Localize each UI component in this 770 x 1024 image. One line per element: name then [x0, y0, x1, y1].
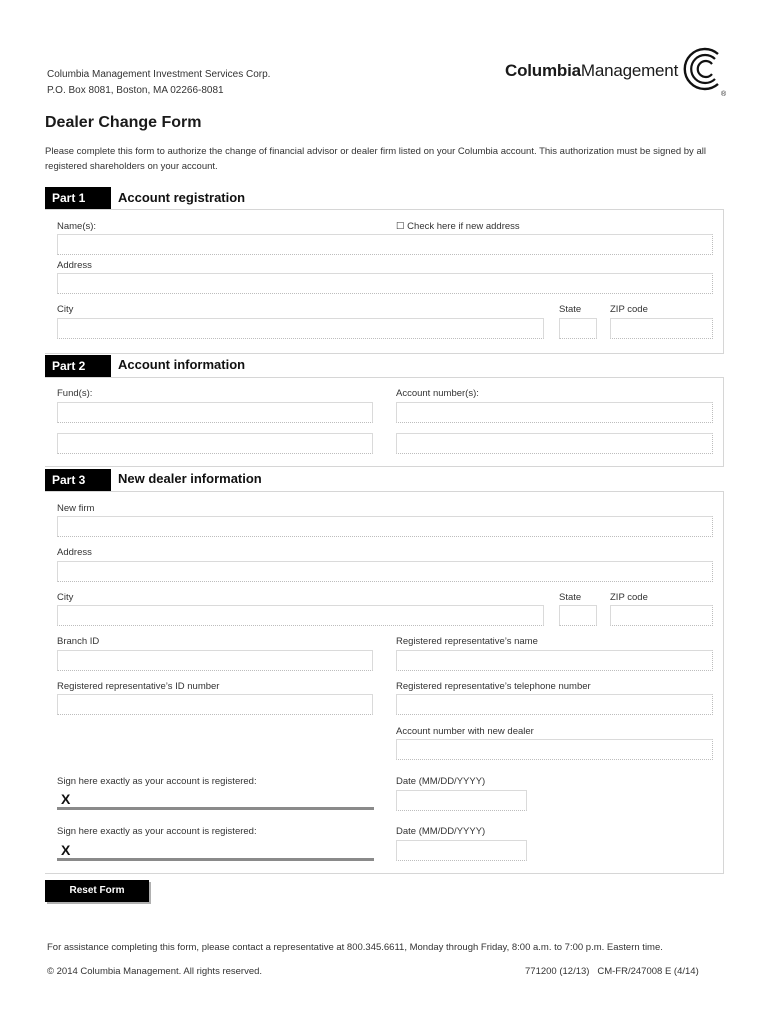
date-field-2[interactable] — [396, 840, 527, 861]
zip-label: ZIP code — [610, 304, 648, 315]
logo-bold-text: Columbia — [505, 61, 581, 80]
signature-field-2[interactable] — [57, 840, 374, 861]
new-address-checkbox[interactable]: ☐ — [396, 221, 405, 232]
dealer-city-label: City — [57, 592, 74, 603]
date-label-1: Date (MM/DD/YYYY) — [396, 776, 486, 787]
new-firm-field[interactable] — [57, 516, 713, 537]
copyright-text: © 2014 Columbia Management. All rights reserved. — [47, 966, 263, 977]
part1-title: Account registration — [118, 190, 246, 205]
fund-field-2[interactable] — [57, 433, 373, 454]
rep-name-label: Registered representative’s name — [396, 636, 538, 647]
zip-field[interactable] — [610, 318, 713, 339]
columbia-logo-wordmark — [505, 61, 678, 81]
new-firm-label: New firm — [57, 503, 95, 514]
branch-id-field[interactable] — [57, 650, 373, 671]
dealer-address-field[interactable] — [57, 561, 713, 582]
signature-x-mark-1: X — [61, 791, 71, 807]
signature-x-mark-2: X — [61, 842, 71, 858]
date-field-1[interactable] — [396, 790, 527, 811]
part3-tag: Part 3 — [45, 469, 111, 491]
registered-mark: ® — [721, 91, 727, 98]
names-label: Name(s): — [57, 221, 97, 232]
city-field[interactable] — [57, 318, 544, 339]
rep-id-label: Registered representative’s ID number — [57, 681, 220, 692]
rep-name-field[interactable] — [396, 650, 713, 671]
address-field[interactable] — [57, 273, 713, 294]
company-name: Columbia Management Investment Services Corp. — [47, 69, 271, 80]
account-number-field-1[interactable] — [396, 402, 713, 423]
form-title: Dealer Change Form — [45, 114, 202, 131]
dealer-zip-label: ZIP code — [610, 592, 648, 603]
dealer-zip-field[interactable] — [610, 605, 713, 626]
date-label-2: Date (MM/DD/YYYY) — [396, 826, 486, 837]
logo-light-text: Management — [580, 61, 679, 80]
branch-id-label: Branch ID — [57, 636, 100, 647]
new-address-label: Check here if new address — [407, 221, 520, 232]
dealer-address-label: Address — [57, 547, 92, 558]
state-label: State — [559, 304, 582, 315]
assistance-text: For assistance completing this form, please contact a representative at 800.345.6611, Monday through Friday, 8:00 a.m. to 7:00 p.m. Eastern time. — [47, 942, 663, 953]
sign-label-1: Sign here exactly as your account is registered: — [57, 776, 257, 787]
funds-label: Fund(s): — [57, 388, 93, 399]
fund-field-1[interactable] — [57, 402, 373, 423]
signature-line-1 — [57, 807, 374, 810]
dealer-state-field[interactable] — [559, 605, 597, 626]
account-new-dealer-field[interactable] — [396, 739, 713, 760]
account-number-field-2[interactable] — [396, 433, 713, 454]
sign-label-2: Sign here exactly as your account is registered: — [57, 826, 257, 837]
account-numbers-label: Account number(s): — [396, 388, 479, 399]
signature-field-1[interactable] — [57, 789, 374, 810]
rep-id-field[interactable] — [57, 694, 373, 715]
rep-phone-field[interactable] — [396, 694, 713, 715]
dealer-city-field[interactable] — [57, 605, 544, 626]
part1-tag: Part 1 — [45, 187, 111, 209]
reset-form-button[interactable]: Reset Form — [45, 880, 149, 902]
part3-title: New dealer information — [118, 471, 262, 486]
new-address-checkbox-row — [396, 221, 520, 232]
signature-line-2 — [57, 858, 374, 861]
company-address: P.O. Box 8081, Boston, MA 02266-8081 — [47, 85, 224, 96]
part2-title: Account information — [118, 357, 246, 372]
form-intro: Please complete this form to authorize the change of financial advisor or dealer firm listed on your Columbia account. This authorization must be signed by all registered shareholders on your account. — [45, 146, 706, 172]
names-field[interactable] — [57, 234, 713, 255]
city-label: City — [57, 304, 74, 315]
address-label: Address — [57, 260, 92, 271]
dealer-state-label: State — [559, 592, 582, 603]
part2-tag: Part 2 — [45, 355, 111, 377]
rep-phone-label: Registered representative’s telephone number — [396, 681, 591, 692]
state-field[interactable] — [559, 318, 597, 339]
form-codes: 771200 (12/13) CM-FR/247008 E (4/14) — [525, 966, 699, 977]
account-new-dealer-label: Account number with new dealer — [396, 726, 534, 737]
columbia-logo-icon — [682, 45, 724, 93]
